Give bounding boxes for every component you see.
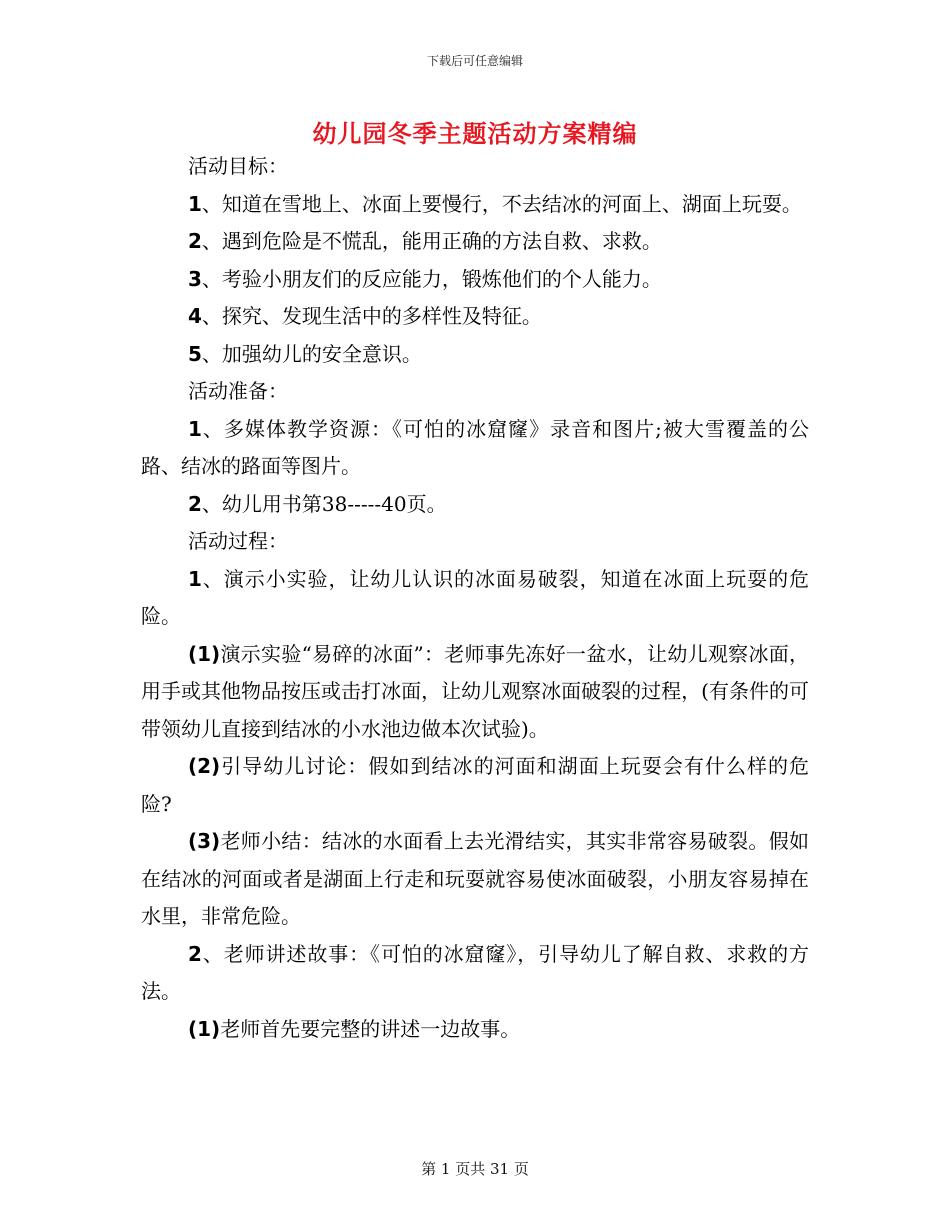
paragraph: [141, 261, 809, 299]
paragraph-text: 活动准备：: [188, 379, 288, 403]
page-header: 下载后可任意编辑: [426, 54, 523, 68]
document-body: [141, 148, 809, 1048]
paragraph-number: 2: [188, 941, 202, 966]
paragraph: [141, 636, 809, 749]
paragraph: [141, 336, 809, 374]
paragraph-text: 、加强幼儿的安全意识。: [201, 341, 422, 366]
paragraph-text: 、知道在雪地上、冰面上要慢行，不去结冰的河面上、湖面上玩耍。: [201, 191, 802, 216]
paragraph: [141, 936, 809, 1011]
paragraph: [141, 298, 809, 336]
paragraph-text: 活动目标：: [188, 154, 288, 178]
paragraph-text: 、演示小实验，让幼儿认识的冰面易破裂，知道在冰面上玩耍的危险。: [141, 566, 809, 628]
paragraph: [141, 523, 809, 561]
paragraph-text: 、遇到危险是不慌乱，能用正确的方法自救、求救。: [201, 229, 662, 253]
paragraph-number: (1): [188, 1016, 221, 1041]
paragraph: [141, 148, 809, 186]
paragraph-text: 、多媒体教学资源：《可怕的冰窟窿》录音和图片;被大雪覆盖的公路、结冰的路面等图片。: [141, 416, 809, 478]
paragraph-number: 5: [188, 341, 202, 366]
paragraph-text: 引导幼儿讨论：假如到结冰的河面和湖面上玩耍会有什么样的危险?: [141, 754, 809, 816]
document-title: 幼儿园冬季主题活动方案精编: [312, 119, 638, 148]
paragraph-text: 、老师讲述故事：《可怕的冰窟窿》，引导幼儿了解自救、求救的方法。: [141, 941, 809, 1003]
paragraph-text: 、探究、发现生活中的多样性及特征。: [201, 304, 542, 328]
paragraph-text: 演示实验“易碎的冰面”：老师事先冻好一盆水，让幼儿观察冰面，用手或其他物品按压或击打冰面，让幼儿观察冰面破裂的过程，(有条件的可带领幼儿直接到结冰的小水池边做本次试验)。: [141, 641, 809, 741]
paragraph-number: 1: [188, 566, 202, 591]
paragraph-number: (3): [188, 829, 221, 853]
paragraph-number: 2: [188, 229, 202, 253]
paragraph: [141, 1011, 809, 1049]
paragraph-number: (1): [188, 641, 221, 666]
paragraph: [141, 823, 809, 936]
page-footer: 第 1 页共 31 页: [421, 1160, 529, 1178]
paragraph: [141, 748, 809, 823]
paragraph: [141, 411, 809, 486]
paragraph-text: 老师小结：结冰的水面看上去光滑结实，其实非常容易破裂。假如在结冰的河面或者是湖面上行走和玩耍就容易使冰面破裂，小朋友容易掉在水里，非常危险。: [141, 829, 809, 928]
paragraph: [141, 373, 809, 411]
paragraph-text: 老师首先要完整的讲述一边故事。: [220, 1016, 521, 1041]
paragraph-number: 4: [188, 304, 202, 328]
paragraph: [141, 186, 809, 224]
paragraph-number: 3: [188, 266, 202, 291]
paragraph: [141, 223, 809, 261]
paragraph-number: (2): [188, 754, 221, 778]
paragraph: [141, 561, 809, 636]
paragraph: [141, 486, 809, 524]
paragraph-text: 活动过程：: [188, 529, 288, 553]
paragraph-number: 1: [188, 191, 202, 216]
paragraph-number: 1: [188, 416, 202, 441]
paragraph-number: 2: [188, 491, 202, 516]
paragraph-text: 、考验小朋友们的反应能力，锻炼他们的个人能力。: [201, 266, 662, 291]
paragraph-text: 、幼儿用书第38-----40页。: [201, 491, 447, 516]
